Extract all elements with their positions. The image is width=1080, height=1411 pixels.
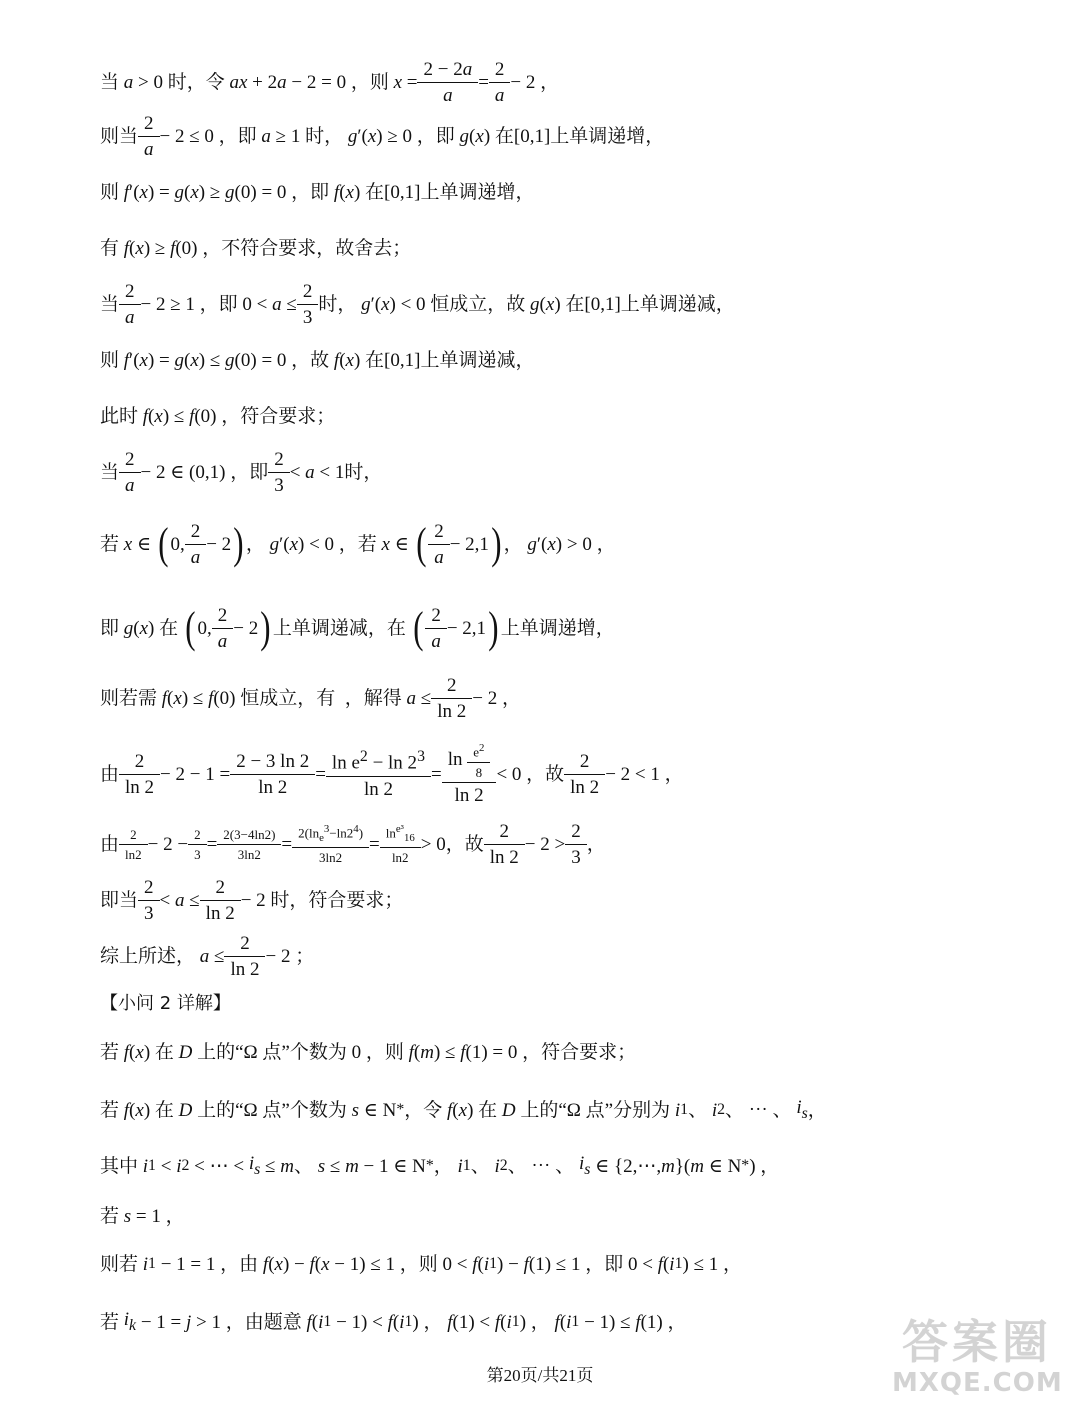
math-line-20: 若 s = 1 ， — [100, 1205, 185, 1227]
math-line-02: 则当 $\frac{2}{a}$ − 2 ≤ 0 ，即 a ≥ 1 时， g ′( x ) ≥ 0 ，即 g ( x ) 在[0,1]上单调递增， — [100, 112, 665, 160]
math-line-15: 综上所述， a ≤ $\frac{2}{\ln 2}$ − 2 ； — [100, 932, 315, 980]
math-line-12: 由 $\frac{2}{\ln 2}$ − 2 − 1 = $\frac{2 - 3 \ln 2}{\ln 2}$ = $\frac{\ln e^2 - \ln 2^3}{\ln 2}$ = ln $\frac{e^2}{8}$ ln 2 < 0 ，故 $\frac{2}{\ln 2}$ − 2 < 1 ， — [100, 742, 684, 806]
watermark-chars: 答案圈 — [902, 1315, 1052, 1369]
math-line-19: 其中 i 1 < i 2 < ⋯ < $i_s$ ≤ m 、 s ≤ m − 1 ∈ N * ， i 1 、 i 2 、 ⋯ 、 $i_s$ ∈ {2,⋯, m }( m ∈ N * ) ， — [100, 1153, 780, 1178]
math-line-13: 由 $\frac{2}{\ln 2}$ − 2 − $\frac{2}{3}$ = $\frac{2(3-4\ln 2)}{3\ln 2}$ = $\frac{2(\ln_e^3-\ln 2^4)}{3\ln 2}$ = $\frac{\ln^{e^3}_{16}}{\ln 2}$ > 0，故 $\frac{2}{\ln 2}$ − 2 > $\frac{2}{3}$ ， — [100, 820, 606, 868]
math-line-11: 则若需 f ( x ) ≤ f (0) 恒成立，有 ，解得 a ≤ $\frac{2}{\ln 2}$ − 2 ， — [100, 674, 521, 722]
math-line-05: 当 $\frac{2}{a}$ − 2 ≥ 1 ，即 0 < a ≤ $\frac{2}{3}$ 时， g ′( x ) < 0 恒成立，故 g ( x ) 在[0,1]上单调递减， — [100, 280, 735, 328]
math-line-14: 即当 $\frac{2}{3}$ < a ≤ $\frac{2}{\ln 2}$ − 2 时，符合要求； — [100, 876, 404, 924]
math-line-08: 当 $\frac{2}{a}$ − 2 ∈ (0,1) ，即 $\frac{2}{3}$ < a < 1时， — [100, 448, 383, 496]
math-line-17: 若 f ( x ) 在 D 上的“Ω 点”个数为 0 ，则 f ( m ) ≤ f (1) = 0 ，符合要求； — [100, 1041, 637, 1063]
math-line-21: 则若 i 1 − 1 = 1 ，由 f ( x ) − f ( x − 1) ≤ 1 ，则 0 < f ( i 1 ) − f (1) ≤ 1 ，即 0 < f ( i 1 ) ≤ 1 ， — [100, 1253, 743, 1275]
math-line-18: 若 f ( x ) 在 D 上的“Ω 点”个数为 s ∈ N * ，令 f ( x ) 在 D 上的“Ω 点”分别为 i 1 、 i 2 、 ⋯ 、 $i_s$ ， — [100, 1097, 827, 1122]
math-line-03: 则 f ′( x ) = g ( x ) ≥ g (0) = 0 ，即 f ( x ) 在[0,1]上单调递增， — [100, 181, 535, 203]
math-line-07: 此时 f ( x ) ≤ f (0) ，符合要求； — [100, 405, 336, 427]
section-heading: 【小问 2 详解】 — [100, 993, 231, 1014]
math-line-01: 当 a > 0 时，令 ax + 2 a − 2 = 0 ，则 x = $\frac{2 - 2a}{a}$ = $\frac{2}{a}$ − 2 ， — [100, 58, 560, 106]
math-line-06: 则 f ′( x ) = g ( x ) ≤ g (0) = 0 ，故 f ( x ) 在[0,1]上单调递减， — [100, 349, 535, 371]
watermark-url: MXQE.COM — [892, 1368, 1063, 1398]
page-footer: 第20页/共21页 — [486, 1366, 594, 1385]
math-line-04: 有 f ( x ) ≥ f (0) ，不符合要求，故舍去； — [100, 237, 412, 259]
math-line-09: 若 x ∈ ( 0, $\frac{2}{a}$ − 2 ) ， g ′( x ) < 0 ，若 x ∈ ( $\frac{2}{a}$ − 2,1 ) ， g ′( x ) > 0 ， — [100, 519, 616, 568]
math-line-22: 若 $i_k$ − 1 = j > 1 ，由题意 f ( i 1 − 1) < f ( i 1 ) ， f (1) < f ( i 1 ) ， f ( i 1 − 1) ≤ f (1) ， — [100, 1309, 687, 1334]
math-line-10: 即 g ( x ) 在 ( 0, $\frac{2}{a}$ − 2 ) 上单调递减，在 ( $\frac{2}{a}$ − 2,1 ) 上单调递增， — [100, 603, 615, 652]
watermark-logo — [892, 1316, 1062, 1408]
